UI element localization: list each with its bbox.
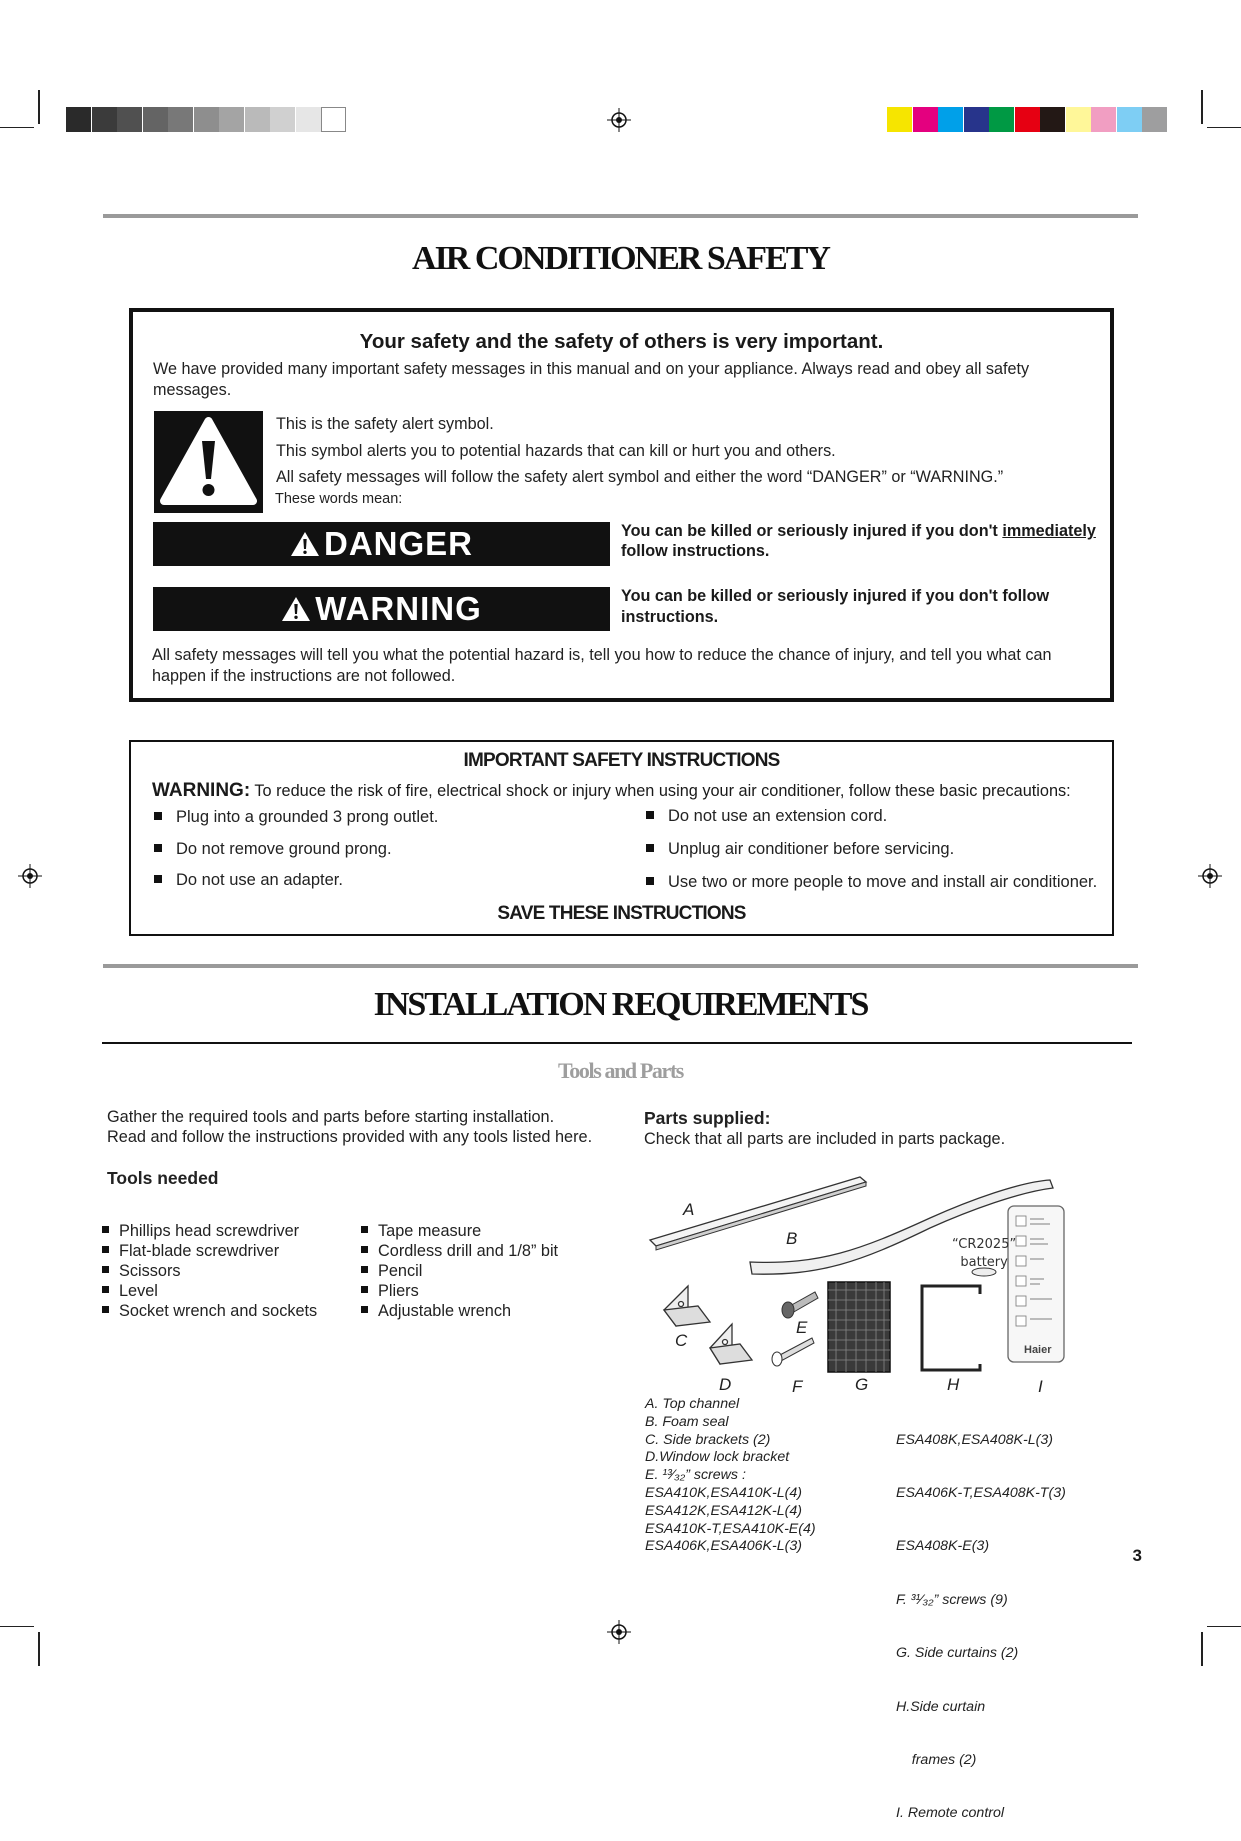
registration-mark-icon [607,108,631,132]
color-swatch [92,107,117,132]
color-swatch [1040,107,1065,132]
parts-list-item: frames (2) [896,1751,977,1768]
color-swatch [1091,107,1116,132]
parts-list-item: H.Side curtain [896,1698,986,1715]
tool-item: Scissors [102,1262,181,1281]
safety-intro-line1: We have provided many important safety messages in this manual and on your appliance. Always read and obey all safety [153,360,1030,378]
parts-list-item: ESA412K,ESA412K-L(4) [645,1502,802,1519]
safety-item: Unplug air conditioner before servicing. [646,840,954,859]
color-swatch [1142,107,1167,132]
figure-label-g: G [855,1375,869,1394]
color-swatch [219,107,244,132]
color-swatch [143,107,168,132]
crop-mark [1201,1632,1203,1666]
danger-text-a: You can be killed or seriously injured if you don't [621,522,1003,540]
color-swatch [245,107,270,132]
danger-label: DANGER [323,525,473,562]
tool-item: Adjustable wrench [361,1302,511,1321]
figure-label-h: H [947,1375,960,1394]
color-swatch [989,107,1014,132]
parts-list-item: ESA408K,ESA408K-L(3) [896,1431,1053,1448]
safety-heading: Your safety and the safety of others is very important. [359,330,884,353]
safety-item: Do not remove ground prong. [154,840,392,859]
parts-list-item: I. Remote control [896,1805,1005,1822]
warning-text-line2: instructions. [621,608,719,626]
warning-label: WARNING [315,590,482,627]
color-swatch [1066,107,1091,132]
parts-list-item: ESA406K-T,ESA408K-T(3) [896,1484,1066,1501]
parts-list-item: ESA408K-E(3) [896,1538,990,1555]
registration-mark-icon [18,864,42,888]
tool-item: Socket wrench and sockets [102,1302,317,1321]
tool-item: Pliers [361,1282,419,1301]
safety-alert-symbol-icon [154,411,263,513]
parts-list-item: G. Side curtains (2) [896,1645,1019,1662]
important-heading: IMPORTANT SAFETY INSTRUCTIONS [463,750,780,771]
safety-item: Plug into a grounded 3 prong outlet. [154,808,438,827]
remote-control-part [1008,1206,1064,1362]
safety-footer-line1: All safety messages will tell you what the potential hazard is, tell you how to reduce the chance of injury, and tell you what can [152,646,1052,664]
figure-label-c: C [675,1331,688,1350]
registration-mark-icon [607,1620,631,1644]
danger-banner [153,522,610,566]
parts-list-item: A. Top channel [645,1396,740,1412]
parts-illustration [640,1170,1090,1385]
safety-footer-line2: happen if the instructions are not followed. [152,667,456,685]
safety-item: Do not use an adapter. [154,871,343,890]
important-warning-label: WARNING: [152,780,251,801]
safety-intro-line2: messages. [153,381,232,399]
parts-heading: Parts supplied: [644,1108,771,1128]
warning-text-line1: You can be killed or seriously injured if you don't follow [621,587,1050,605]
registration-mark-icon [1198,864,1222,888]
screw-e-part [782,1292,818,1318]
parts-list-item: ESA406K,ESA406K-L(3) [645,1538,802,1555]
color-swatch [913,107,938,132]
important-warning [152,780,1071,802]
crop-mark [1201,90,1203,124]
tool-item: Level [102,1282,158,1301]
safety-title: AIR CONDITIONER SAFETY [412,240,829,277]
parts-list-item: C. Side brackets (2) [645,1431,771,1448]
safety-box [129,308,1114,702]
install-title: INSTALLATION REQUIREMENTS [373,986,868,1023]
section-rule [103,964,1138,968]
parts-list-item: F. ³¹⁄₃₂” screws (9) [896,1591,1008,1608]
parts-list-right [896,1396,1066,1841]
tools-heading: Tools needed [107,1168,219,1188]
important-instructions-box [129,740,1114,936]
color-swatch [1117,107,1142,132]
safety-item: Do not use an extension cord. [646,807,887,826]
crop-mark [0,127,34,128]
figure-label-f: F [792,1377,803,1396]
color-swatch [938,107,963,132]
color-swatch [168,107,193,132]
color-swatch [117,107,142,132]
screw-f-part [772,1338,814,1366]
side-bracket-part [664,1286,752,1364]
figure-label-e: E [796,1318,808,1337]
figure-label-d: D [719,1375,732,1394]
symbol-text-line2: This symbol alerts you to potential hazards that can kill or hurt you and others. [276,442,836,460]
color-swatch [887,107,912,132]
tools-and-parts-subtitle: Tools and Parts [558,1058,683,1083]
warning-banner [153,587,610,631]
symbol-text-line3: All safety messages will follow the safety alert symbol and either the word “DANGER” or “WARNING.” [276,468,1004,486]
section-rule [103,214,1138,218]
parts-list-item: ESA410K,ESA410K-L(4) [645,1484,802,1501]
tool-item: Tape measure [361,1222,481,1241]
parts-check-text: Check that all parts are included in parts package. [644,1130,1006,1148]
crop-mark [38,90,40,124]
alert-triangle-icon [281,596,311,622]
gather-line2: Read and follow the instructions provided with any tools listed here. [107,1128,593,1146]
side-curtain-frame-part [922,1286,980,1370]
crop-mark [1207,127,1241,128]
color-swatch [321,107,346,132]
color-swatch [1015,107,1040,132]
gather-line1: Gather the required tools and parts before starting installation. [107,1108,555,1126]
safety-item: Use two or more people to move and install air conditioner. [646,873,1097,892]
parts-list-item: D.Window lock bracket [645,1449,790,1466]
important-warning-text: To reduce the risk of fire, electrical shock or injury when using your air conditioner, follow these basic precautions: [254,782,1071,800]
parts-list-item: E. ¹³⁄₃₂” screws : [645,1467,746,1484]
figure-label-a: A [683,1200,695,1219]
danger-text-emphasis: immediately [1002,522,1096,540]
figure-label-i: I [1038,1377,1043,1396]
parts-list-item: B. Foam seal [645,1413,729,1430]
parts-list-item: ESA410K-T,ESA410K-E(4) [645,1520,816,1537]
color-swatch [270,107,295,132]
save-instructions: SAVE THESE INSTRUCTIONS [497,903,746,924]
battery-label: “CR2025” battery [952,1237,1017,1270]
symbol-text-line4: These words mean: [275,491,403,507]
tool-item: Cordless drill and 1/8” bit [361,1242,558,1261]
alert-triangle-icon [290,531,320,557]
color-swatch [964,107,989,132]
crop-mark [38,1632,40,1666]
side-curtain-part [828,1282,890,1372]
parts-list-left [645,1396,816,1556]
page-number: 3 [1132,1546,1142,1565]
symbol-text-line1: This is the safety alert symbol. [276,415,494,433]
tool-item: Flat-blade screwdriver [102,1242,279,1261]
color-swatch [296,107,321,132]
figure-label-b: B [786,1229,798,1248]
danger-text-line2: follow instructions. [621,542,770,560]
danger-text [621,521,1096,542]
crop-mark [0,1626,34,1627]
tool-item: Pencil [361,1262,422,1281]
remote-brand-logo: Haier [1024,1344,1052,1356]
crop-mark [1207,1626,1241,1627]
tool-item: Phillips head screwdriver [102,1222,299,1241]
title-underline [102,1042,1132,1044]
color-swatch [194,107,219,132]
color-swatch [66,107,91,132]
